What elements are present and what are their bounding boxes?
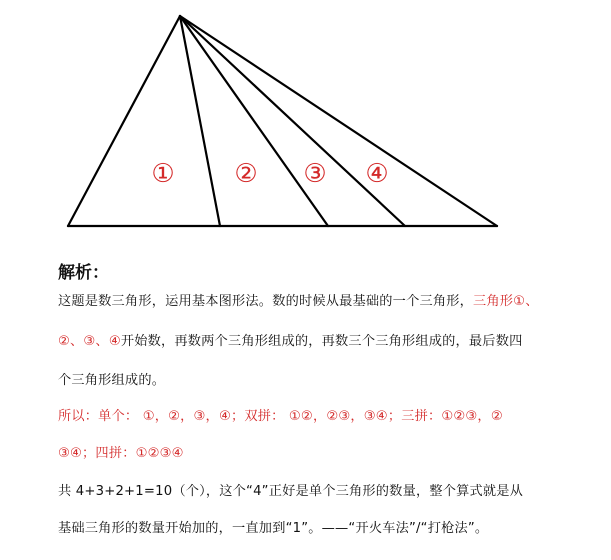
analysis-line-3	[58, 369, 598, 393]
analysis-text: 个三角形组成的。	[58, 373, 166, 388]
analysis-line-2	[58, 330, 598, 354]
analysis-text: 开始数，再数两个三角形组成的，再数三个三角形组成的，最后数四	[120, 334, 523, 349]
analysis-title: 解析：	[58, 263, 109, 283]
analysis-line-1	[58, 290, 598, 314]
divider-2	[180, 16, 328, 226]
analysis-line-6	[58, 480, 598, 504]
analysis-line-5	[58, 442, 598, 466]
right-edge	[180, 16, 497, 226]
region-label-3: ③	[303, 159, 327, 189]
analysis-highlight: 三角形①、	[473, 294, 539, 309]
left-edge	[68, 16, 180, 226]
region-label-2: ②	[234, 159, 258, 189]
analysis-text: 这题是数三角形，运用基本图形法。数的时候从最基础的一个三角形，	[58, 294, 474, 309]
count-list: ③④；四拼：①②③④	[58, 446, 184, 461]
analysis-text: 共 4+3+2+1=10（个），这个“4”正好是单个三角形的数量，整个算式就是从	[58, 484, 524, 499]
count-list: 所以：单个： ①，②，③，④；双拼： ①②，②③，③④；三拼：①②③，②	[58, 409, 503, 424]
analysis-line-4	[58, 405, 598, 429]
triangle-diagram	[0, 0, 611, 240]
region-label-1: ①	[151, 159, 175, 189]
analysis-highlight: ②、③、④	[58, 334, 121, 349]
region-label-4: ④	[365, 159, 389, 189]
analysis-line-7	[58, 517, 598, 541]
analysis-text: 基础三角形的数量开始加的，一直加到“1”。——“开火车法”/“打枪法”。	[58, 521, 489, 536]
